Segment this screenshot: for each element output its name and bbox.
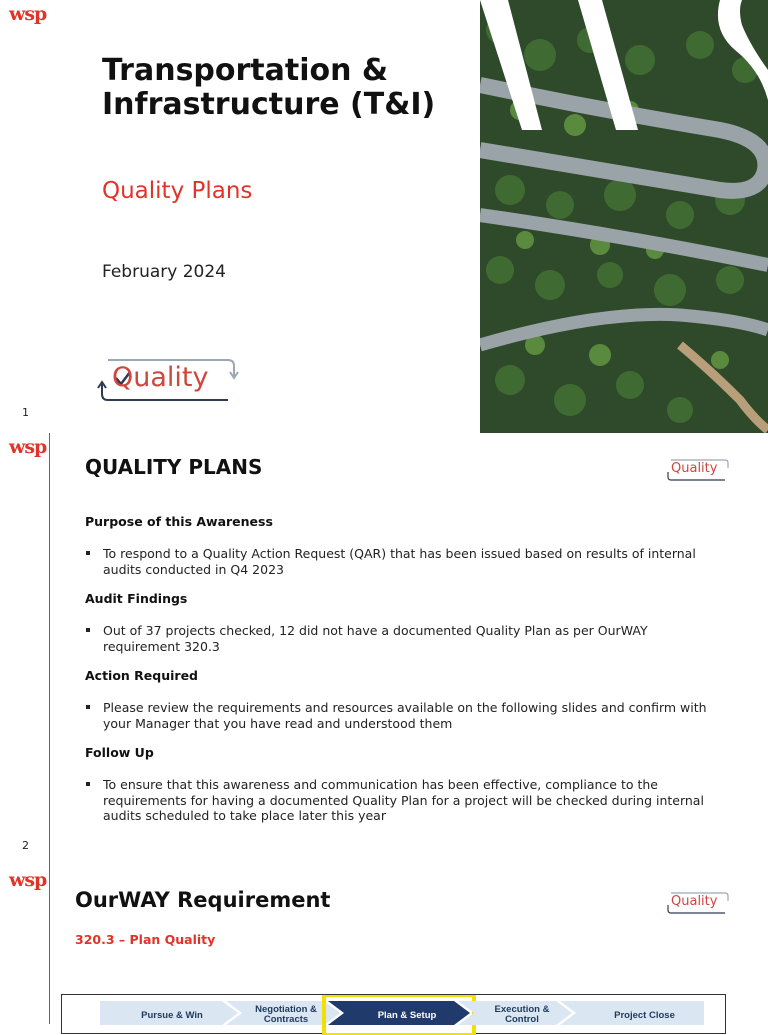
bullet-text: To ensure that this awareness and communication has been effective, compliance to the bbox=[103, 777, 658, 792]
section-heading-action-required: Action Required bbox=[85, 668, 199, 683]
slide1-subtitle: Quality Plans bbox=[102, 178, 253, 204]
bullet-action-required bbox=[86, 700, 726, 731]
slide1-date: February 2024 bbox=[102, 262, 226, 282]
flow-step-label: Execution & bbox=[494, 1004, 550, 1015]
flow-step-label: Contracts bbox=[263, 1014, 309, 1025]
quality-logo bbox=[96, 350, 240, 410]
quality-logo-small bbox=[665, 456, 731, 484]
bullet-text: Please review the requirements and resources available on the following slides and confirm with bbox=[103, 700, 707, 715]
slide1-title bbox=[102, 54, 435, 122]
flow-step-label: Plan & Setup bbox=[377, 1010, 437, 1021]
flow-step-execution bbox=[472, 1005, 572, 1025]
bullet-square-icon bbox=[86, 782, 90, 786]
flow-step-negotiation bbox=[236, 1005, 336, 1025]
bullet-text: your Manager that you have read and understood them bbox=[103, 715, 453, 731]
section-heading-audit-findings: Audit Findings bbox=[85, 591, 188, 606]
slide2-red-divider bbox=[49, 433, 50, 866]
bullet-follow-up bbox=[86, 777, 726, 824]
quality-logo-text: Quality bbox=[671, 894, 718, 909]
hero-road-forest-image bbox=[480, 0, 768, 433]
section-heading-purpose: Purpose of this Awareness bbox=[85, 514, 273, 529]
flow-step-label: Negotiation & bbox=[255, 1004, 317, 1015]
bullet-text: audits scheduled to take place later this year bbox=[103, 808, 386, 823]
flow-step-label: Project Close bbox=[614, 1010, 675, 1021]
slide1-title-line1: Transportation & bbox=[102, 53, 389, 88]
quality-logo-text: Quality bbox=[112, 362, 209, 393]
requirement-label: 320.3 – Plan Quality bbox=[75, 932, 216, 947]
bullet-text: Out of 37 projects checked, 12 did not have a documented Quality Plan as per OurWAY bbox=[103, 623, 648, 638]
flow-step-label: Control bbox=[505, 1014, 539, 1025]
slide3-title: OurWAY Requirement bbox=[75, 888, 331, 912]
slide2-title: QUALITY PLANS bbox=[85, 455, 263, 479]
flow-step-pursue-win bbox=[122, 1011, 222, 1021]
slide-number-2: 2 bbox=[22, 839, 29, 852]
bullet-text: To respond to a Quality Action Request (QAR) that has been issued based on results of internal bbox=[103, 546, 696, 561]
quality-logo-text: Quality bbox=[671, 461, 718, 476]
bullet-text: requirements for having a documented Quality Plan for a project will be checked during internal bbox=[103, 792, 704, 808]
wsp-logo: wsp bbox=[9, 3, 47, 25]
bullet-text: audits conducted in Q4 2023 bbox=[103, 561, 284, 577]
bullet-text: requirement 320.3 bbox=[103, 638, 220, 654]
flow-step-plan-setup bbox=[352, 1011, 462, 1021]
process-flow bbox=[61, 994, 726, 1034]
flow-step-project-close bbox=[592, 1011, 697, 1021]
wsp-logo-slide2: wsp bbox=[9, 436, 47, 458]
section-heading-follow-up: Follow Up bbox=[85, 745, 154, 760]
bullet-square-icon bbox=[86, 628, 90, 632]
flow-step-label: Pursue & Win bbox=[141, 1010, 203, 1021]
wsp-logo-slide3: wsp bbox=[9, 869, 47, 891]
slide-number-1: 1 bbox=[22, 406, 29, 419]
bullet-square-icon bbox=[86, 705, 90, 709]
bullet-square-icon bbox=[86, 551, 90, 555]
bullet-audit-findings bbox=[86, 623, 726, 654]
quality-logo-small-slide3 bbox=[665, 889, 731, 917]
slide1-title-line2: Infrastructure (T&I) bbox=[102, 87, 436, 122]
slide3-red-divider bbox=[49, 866, 50, 1024]
bullet-purpose bbox=[86, 546, 726, 577]
